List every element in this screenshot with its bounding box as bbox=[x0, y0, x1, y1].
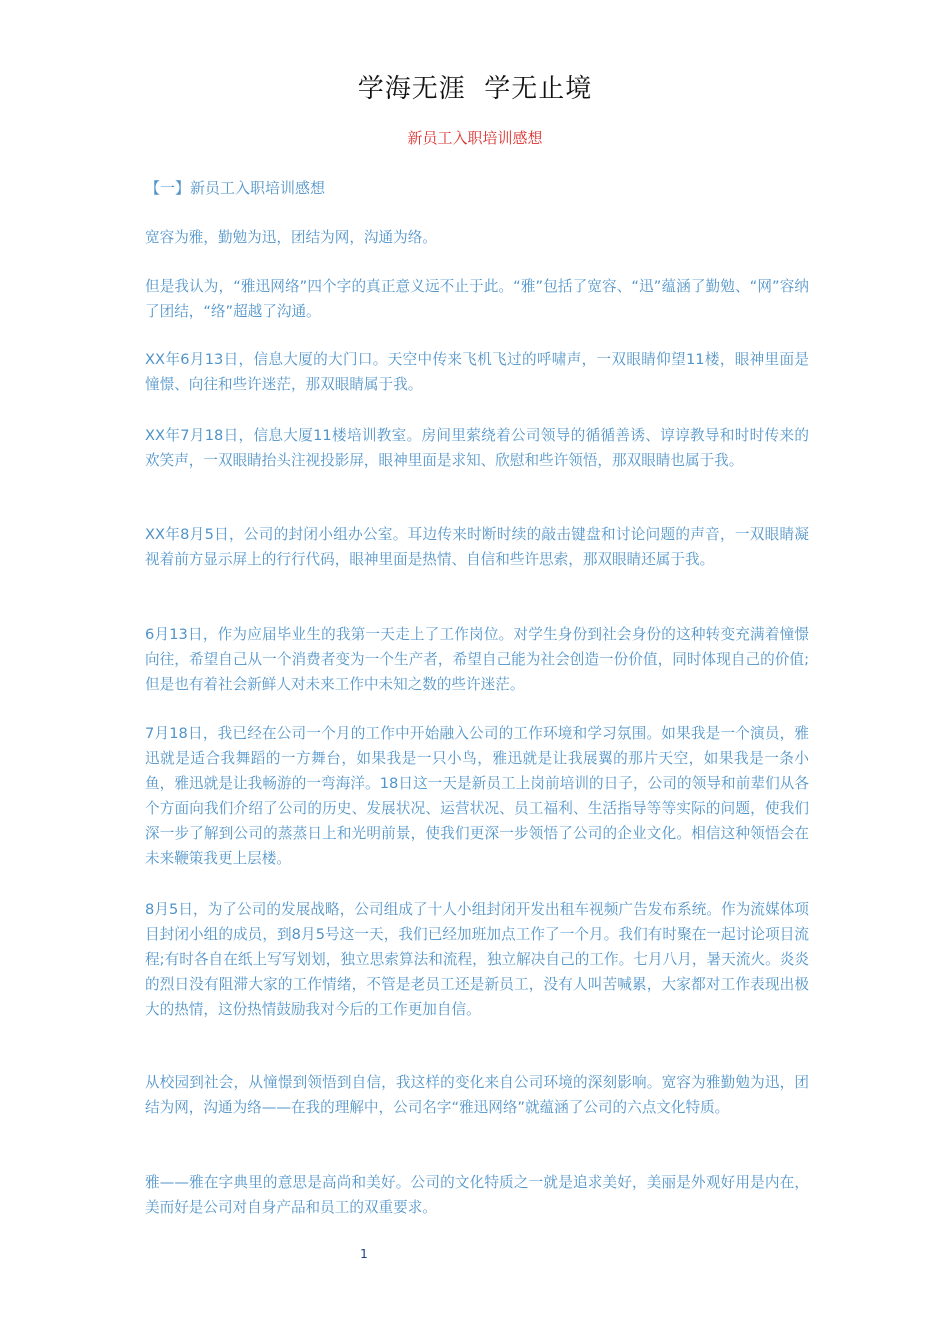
paragraph: 从校园到社会，从憧憬到领悟到自信，我这样的变化来自公司环境的深刻影响。宽容为雅勤勉为迅，团结为网，沟通为络——在我的理解中，公司名字“雅迅网络”就蕴涵了公司的六点文化特质。 bbox=[145, 1074, 809, 1116]
paragraph: 宽容为雅，勤勉为迅，团结为网，沟通为络。 bbox=[145, 229, 437, 246]
document-title: 新员工入职培训感想 bbox=[407, 129, 543, 147]
paragraph: XX年6月13日，信息大厦的大门口。天空中传来飞机飞过的呼啸声，一双眼睛仰望11楼，眼神里面是憧憬、向往和些许迷茫，那双眼睛属于我。 bbox=[145, 351, 809, 393]
paragraph: 6月13日，作为应届毕业生的我第一天走上了工作岗位。对学生身份到社会身份的这种转变充满着憧憬向往，希望自己从一个消费者变为一个生产者，希望自己能为社会创造一份价值，同时体现自己的价值;但是也有着社会新鲜人对未来工作中未知之数的些许迷茫。 bbox=[145, 626, 809, 693]
paragraph: 但是我认为，“雅迅网络”四个字的真正意义远不止于此。“雅”包括了宽容、“迅”蕴涵了勤勉、“网”容纳了团结，“络”超越了沟通。 bbox=[145, 278, 809, 320]
paragraph: 7月18日，我已经在公司一个月的工作中开始融入公司的工作环境和学习氛围。如果我是一个演员，雅迅就是适合我舞蹈的一方舞台，如果我是一只小鸟，雅迅就是让我展翼的那片天空，如果我是一条小鱼，雅迅就是让我畅游的一弯海洋。18日这一天是新员工上岗前培训的日子，公司的领导和前辈们从各个方面向我们介绍了公司的历史、发展状况、运营状况、员工福利、生活指导等等实际的问题，使我们深一步了解到公司的蒸蒸日上和光明前景，使我们更深一步领悟了公司的企业文化。相信这种领悟会在未来鞭策我更上层楼。 bbox=[145, 725, 809, 867]
paragraph: 8月5日，为了公司的发展战略，公司组成了十人小组封闭开发出租车视频广告发布系统。作为流媒体项目封闭小组的成员，到8月5号这一天，我们已经加班加点工作了一个月。我们有时聚在一起讨论项目流程;有时各自在纸上写写划划，独立思索算法和流程，独立解决自己的工作。七月八月，暑天流火。炎炎的烈日没有阻滞大家的工作情绪，不管是老员工还是新员工，没有人叫苦喊累，大家都对工作表现出极大的热情，这份热情鼓励我对今后的工作更加自信。 bbox=[145, 901, 809, 1018]
paragraph: XX年7月18日，信息大厦11楼培训教室。房间里萦绕着公司领导的循循善诱、谆谆教导和时时传来的欢笑声，一双眼睛抬头注视投影屏，眼神里面是求知、欣慰和些许领悟，那双眼睛也属于我。 bbox=[145, 427, 809, 469]
paragraph: XX年8月5日，公司的封闭小组办公室。耳边传来时断时续的敲击键盘和讨论问题的声音，一双眼睛凝视着前方显示屏上的行行代码，眼神里面是热情、自信和些许思索，那双眼睛还属于我。 bbox=[145, 526, 809, 568]
page-header-title: 学海无涯 学无止境 bbox=[357, 74, 593, 104]
page-number: 1 bbox=[360, 1247, 368, 1261]
paragraph: 雅——雅在字典里的意思是高尚和美好。公司的文化特质之一就是追求美好，美丽是外观好用是内在，美而好是公司对自身产品和员工的双重要求。 bbox=[145, 1174, 809, 1216]
section-heading: 【一】新员工入职培训感想 bbox=[145, 179, 326, 197]
